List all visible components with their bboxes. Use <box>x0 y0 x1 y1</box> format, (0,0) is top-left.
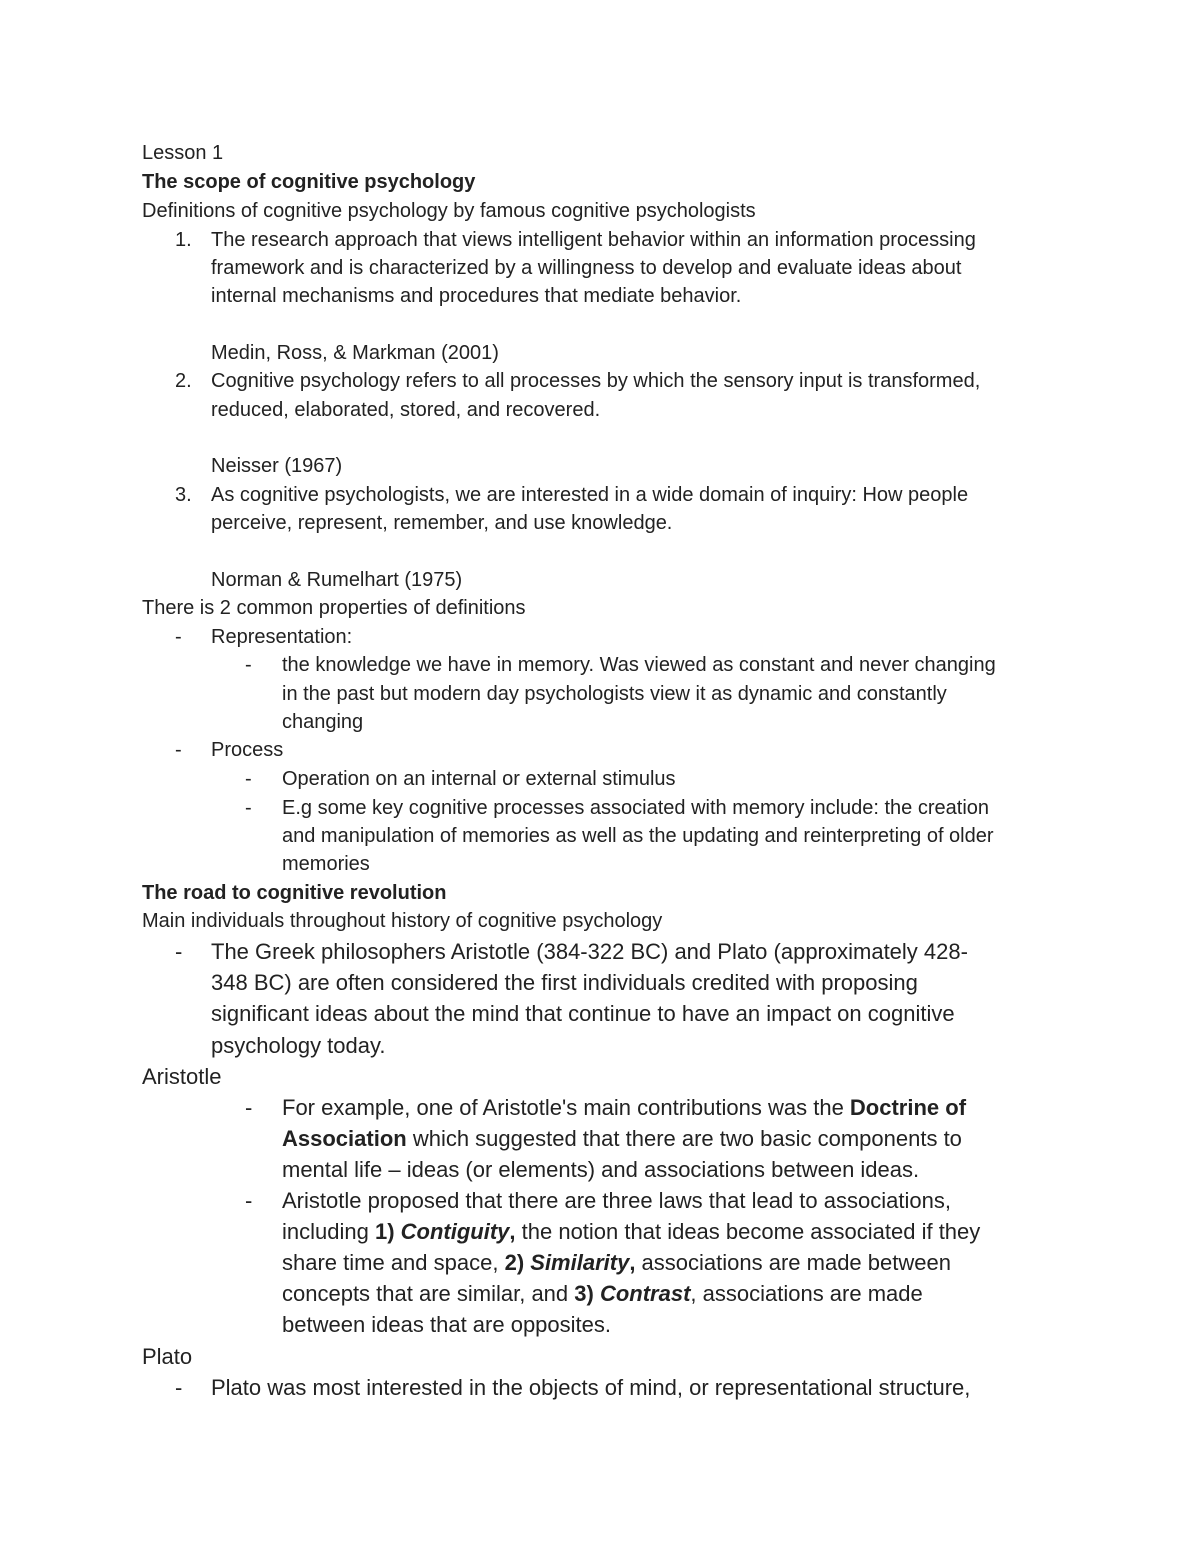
aristotle-p2-line-5: between ideas that are opposites. <box>282 1312 612 1337</box>
aristotle-p2-line-4: concepts that are similar, and 3) Contrast, associations are made <box>282 1281 923 1306</box>
contrast-term: Contrast <box>599 1281 691 1306</box>
section-heading-scope: The scope of cognitive psychology <box>142 171 476 193</box>
definition-2-line-2: reduced, elaborated, stored, and recovered. <box>211 399 601 421</box>
definition-3-line-2: perceive, represent, remember, and use knowledge. <box>211 512 673 534</box>
bullet-dash: - <box>175 1375 183 1400</box>
definition-1-line-2: framework and is characterized by a willingness to develop and evaluate ideas about <box>211 257 962 279</box>
association-bold: Association <box>282 1126 407 1151</box>
process-item-2-line-1: E.g some key cognitive processes associated with memory include: the creation <box>282 797 990 819</box>
process-item-2-line-3: memories <box>282 853 370 875</box>
aristotle-p2-line-2: including 1) Contiguity, the notion that ideas become associated if they <box>282 1219 981 1244</box>
representation-line-3: changing <box>282 711 364 733</box>
definition-2-source: Neisser (1967) <box>211 455 343 477</box>
process-item-2-line-2: and manipulation of memories as well as the updating and reinterpreting of older <box>282 825 994 847</box>
aristotle-p2-line-3: share time and space, 2) Similarity, associations are made between <box>282 1250 951 1275</box>
section-heading-road: The road to cognitive revolution <box>142 882 447 904</box>
bullet-dash: - <box>175 626 182 648</box>
definition-2-line-1: Cognitive psychology refers to all processes by which the sensory input is transformed, <box>211 370 981 392</box>
definition-1-line-3: internal mechanisms and procedures that mediate behavior. <box>211 285 742 307</box>
doctrine-of-bold: Doctrine of <box>849 1095 967 1120</box>
bullet-dash: - <box>245 797 252 819</box>
process-label: Process <box>211 739 284 761</box>
lesson-label: Lesson 1 <box>142 142 224 164</box>
plato-line-1: Plato was most interested in the objects of mind, or representational structure, <box>211 1375 971 1400</box>
greek-line-2: 348 BC) are often considered the first individuals credited with proposing <box>211 970 918 995</box>
representation-line-1: the knowledge we have in memory. Was viewed as constant and never changing <box>282 654 996 676</box>
similarity-term: Similarity <box>530 1250 630 1275</box>
greek-line-1: The Greek philosophers Aristotle (384-322 BC) and Plato (approximately 428- <box>211 939 968 964</box>
bullet-dash: - <box>245 768 252 790</box>
definition-3-source: Norman & Rumelhart (1975) <box>211 569 463 591</box>
definition-1-source: Medin, Ross, & Markman (2001) <box>211 342 499 364</box>
definition-1-line-1: The research approach that views intelligent behavior within an information processing <box>211 229 976 251</box>
properties-intro: There is 2 common properties of definitions <box>142 597 526 619</box>
bullet-dash: - <box>245 654 252 676</box>
representation-label: Representation: <box>211 626 353 648</box>
list-number-3: 3. <box>175 484 192 506</box>
plato-label: Plato <box>142 1344 193 1369</box>
greek-line-3: significant ideas about the mind that continue to have an impact on cognitive <box>211 1001 955 1026</box>
aristotle-p1-line-1: For example, one of Aristotle's main contributions was the Doctrine of <box>282 1095 967 1120</box>
aristotle-p2-line-1: Aristotle proposed that there are three laws that lead to associations, <box>282 1188 951 1213</box>
list-number-2: 2. <box>175 370 192 392</box>
aristotle-p1-line-3: mental life – ideas (or elements) and associations between ideas. <box>282 1157 920 1182</box>
bullet-dash: - <box>175 739 182 761</box>
bullet-dash: - <box>245 1188 253 1213</box>
history-intro: Main individuals throughout history of cognitive psychology <box>142 910 663 932</box>
contiguity-term: Contiguity <box>400 1219 510 1244</box>
bullet-dash: - <box>175 939 183 964</box>
aristotle-p1-line-2: Association which suggested that there are two basic components to <box>282 1126 962 1151</box>
aristotle-label: Aristotle <box>142 1064 222 1089</box>
bullet-dash: - <box>245 1095 253 1120</box>
list-number-1: 1. <box>175 229 192 251</box>
definitions-intro: Definitions of cognitive psychology by famous cognitive psychologists <box>142 200 756 222</box>
greek-line-4: psychology today. <box>211 1033 386 1058</box>
representation-line-2: in the past but modern day psychologists view it as dynamic and constantly <box>282 683 947 705</box>
process-item-1: Operation on an internal or external stimulus <box>282 768 676 790</box>
definition-3-line-1: As cognitive psychologists, we are interested in a wide domain of inquiry: How people <box>211 484 969 506</box>
